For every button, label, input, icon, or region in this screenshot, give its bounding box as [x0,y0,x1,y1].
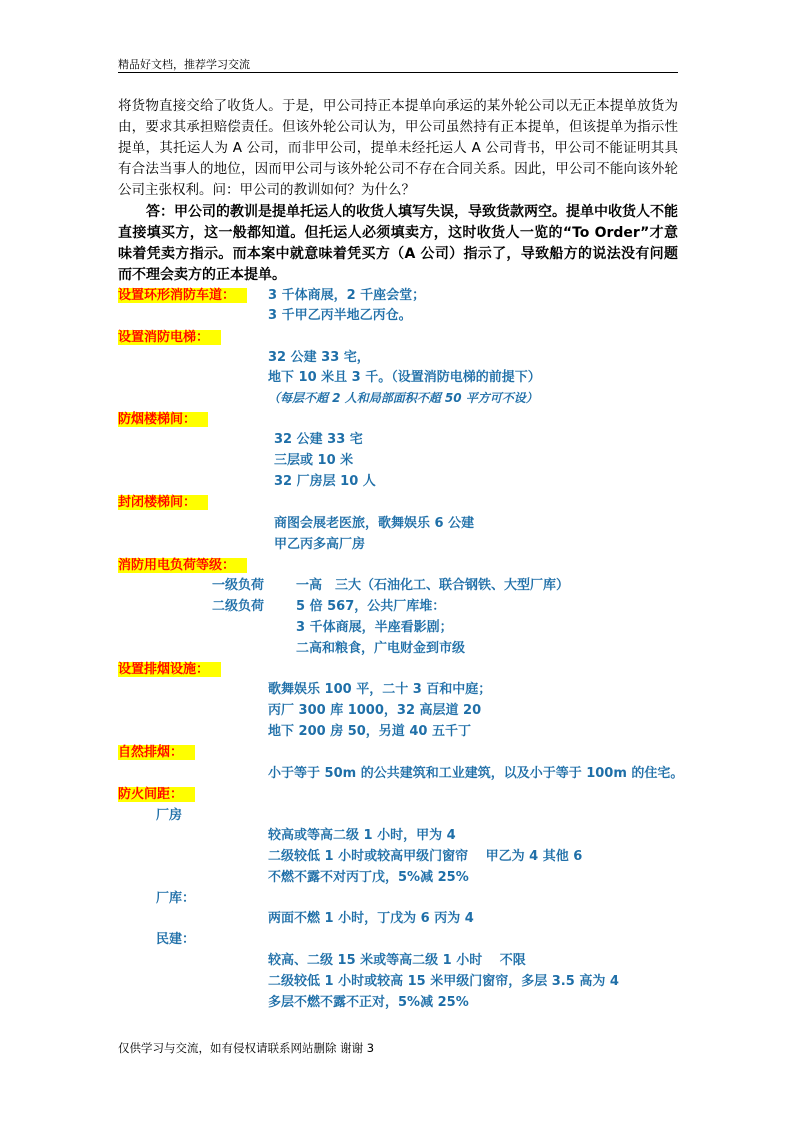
civil-line-3: 多层不燃不露不正对，5%减 25% [268,995,469,1010]
enclosed-stair-line-1: 商图会展老医旅，歌舞娱乐 6 公建 [274,516,475,531]
smoke-stair-line-1: 32 公建 33 宅 [274,432,363,447]
smoke-exhaust-line-3: 地下 200 房 50，另道 40 五千丁 [268,724,471,739]
civil-line-1: 较高、二级 15 米或等高二级 1 小时 不限 [268,953,526,968]
fire-lane-line-2: 3 千甲乙丙半地乙丙仓。 [268,308,412,323]
enclosed-stair-line-2: 甲乙丙多高厂房 [274,537,366,552]
spacing-sub-warehouse: 厂库： [156,891,196,906]
spacing-sub-factory: 厂房 [156,808,183,823]
grade1-text: 一高 三大（石油化工、联合钢铁、大型厂库） [296,578,570,593]
fire-lane-line-1: 3 千体商展，2 千座会堂； [268,288,426,303]
grade2-label: 二级负荷 [212,599,265,614]
heading-fire-lane: 设置环形消防车道： [118,288,247,303]
heading-fire-spacing: 防火间距： [118,787,195,802]
heading-power-load: 消防用电负荷等级： [118,558,247,573]
fire-elevator-note: （每层不超 2 人和局部面积不超 50 平方可不设） [268,391,538,405]
page-header: 精品好文档，推荐学习交流 [118,58,250,71]
heading-natural-smoke: 自然排烟： [118,745,195,760]
warehouse-line-1: 两面不燃 1 小时，丁戊为 6 丙为 4 [268,911,474,926]
spacing-sub-civil: 民建： [156,932,196,947]
natural-smoke-line-1: 小于等于 50m 的公共建筑和工业建筑，以及小于等于 100m 的住宅。 [268,766,684,781]
smoke-exhaust-line-1: 歌舞娱乐 100 平，二十 3 百和中庭； [268,682,492,697]
heading-smoke-stair: 防烟楼梯间： [118,412,208,427]
factory-line-1: 较高或等高二级 1 小时，甲为 4 [268,828,456,843]
smoke-stair-line-2: 三层或 10 米 [274,453,354,468]
heading-fire-elevator: 设置消防电梯： [118,330,221,345]
heading-smoke-exhaust: 设置排烟设施： [118,662,221,677]
fire-elevator-line-2: 地下 10 米且 3 千。（设置消防电梯的前提下） [268,370,541,385]
smoke-exhaust-line-2: 丙厂 300 库 1000，32 高层道 20 [268,703,482,718]
grade2-text: 5 倍 567，公共厂库堆： [296,599,446,614]
page-footer: 仅供学习与交流，如有侵权请联系网站删除 谢谢 3 [118,1041,375,1055]
factory-line-2: 二级较低 1 小时或较高甲级门窗帘 甲乙为 4 其他 6 [268,849,583,864]
smoke-stair-line-3: 32 厂房层 10 人 [274,474,376,489]
question-paragraph: 将货物直接交给了收货人。于是，甲公司持正本提单向承运的某外轮公司以无正本提单放货为由，要求其承担赔偿责任。但该外轮公司认为，甲公司虽然持有正本提单，但该提单为指示性提单，其托运人为 A 公司，而非甲公司，提单未经托运人 A 公司背书，甲公司不能证明其具有合法当事人的地位，因而甲公司与该外轮公司不存在合同关系。因此，甲公司不能向该外轮公司主张权利。问：甲公司的教训如何？为什么？ [118,98,678,198]
civil-line-2: 二级较低 1 小时或较高 15 米甲级门窗帘，多层 3.5 高为 4 [268,974,619,989]
grade2-line-2: 二高和粮食，广电财金到市级 [296,641,466,656]
fire-elevator-line-1: 32 公建 33 宅， [268,350,370,365]
answer-paragraph: 答：甲公司的教训是提单托运人的收货人填写失误，导致货款两空。提单中收货人不能直接填买方，这一般都知道。但托运人必须填卖方，这时收货人一览的“To Order”才意味着凭卖方指示。而本案中就意味着凭买方（A 公司）指示了，导致船方的说法没有问题而不理会卖方的正本提单。 [118,204,678,283]
factory-line-3: 不燃不露不对丙丁戊，5%减 25% [268,870,469,885]
heading-enclosed-stair: 封闭楼梯间： [118,495,208,510]
header-divider [118,72,678,73]
grade1-label: 一级负荷 [212,578,265,593]
grade2-line-1: 3 千体商展，半座看影剧； [296,620,453,635]
